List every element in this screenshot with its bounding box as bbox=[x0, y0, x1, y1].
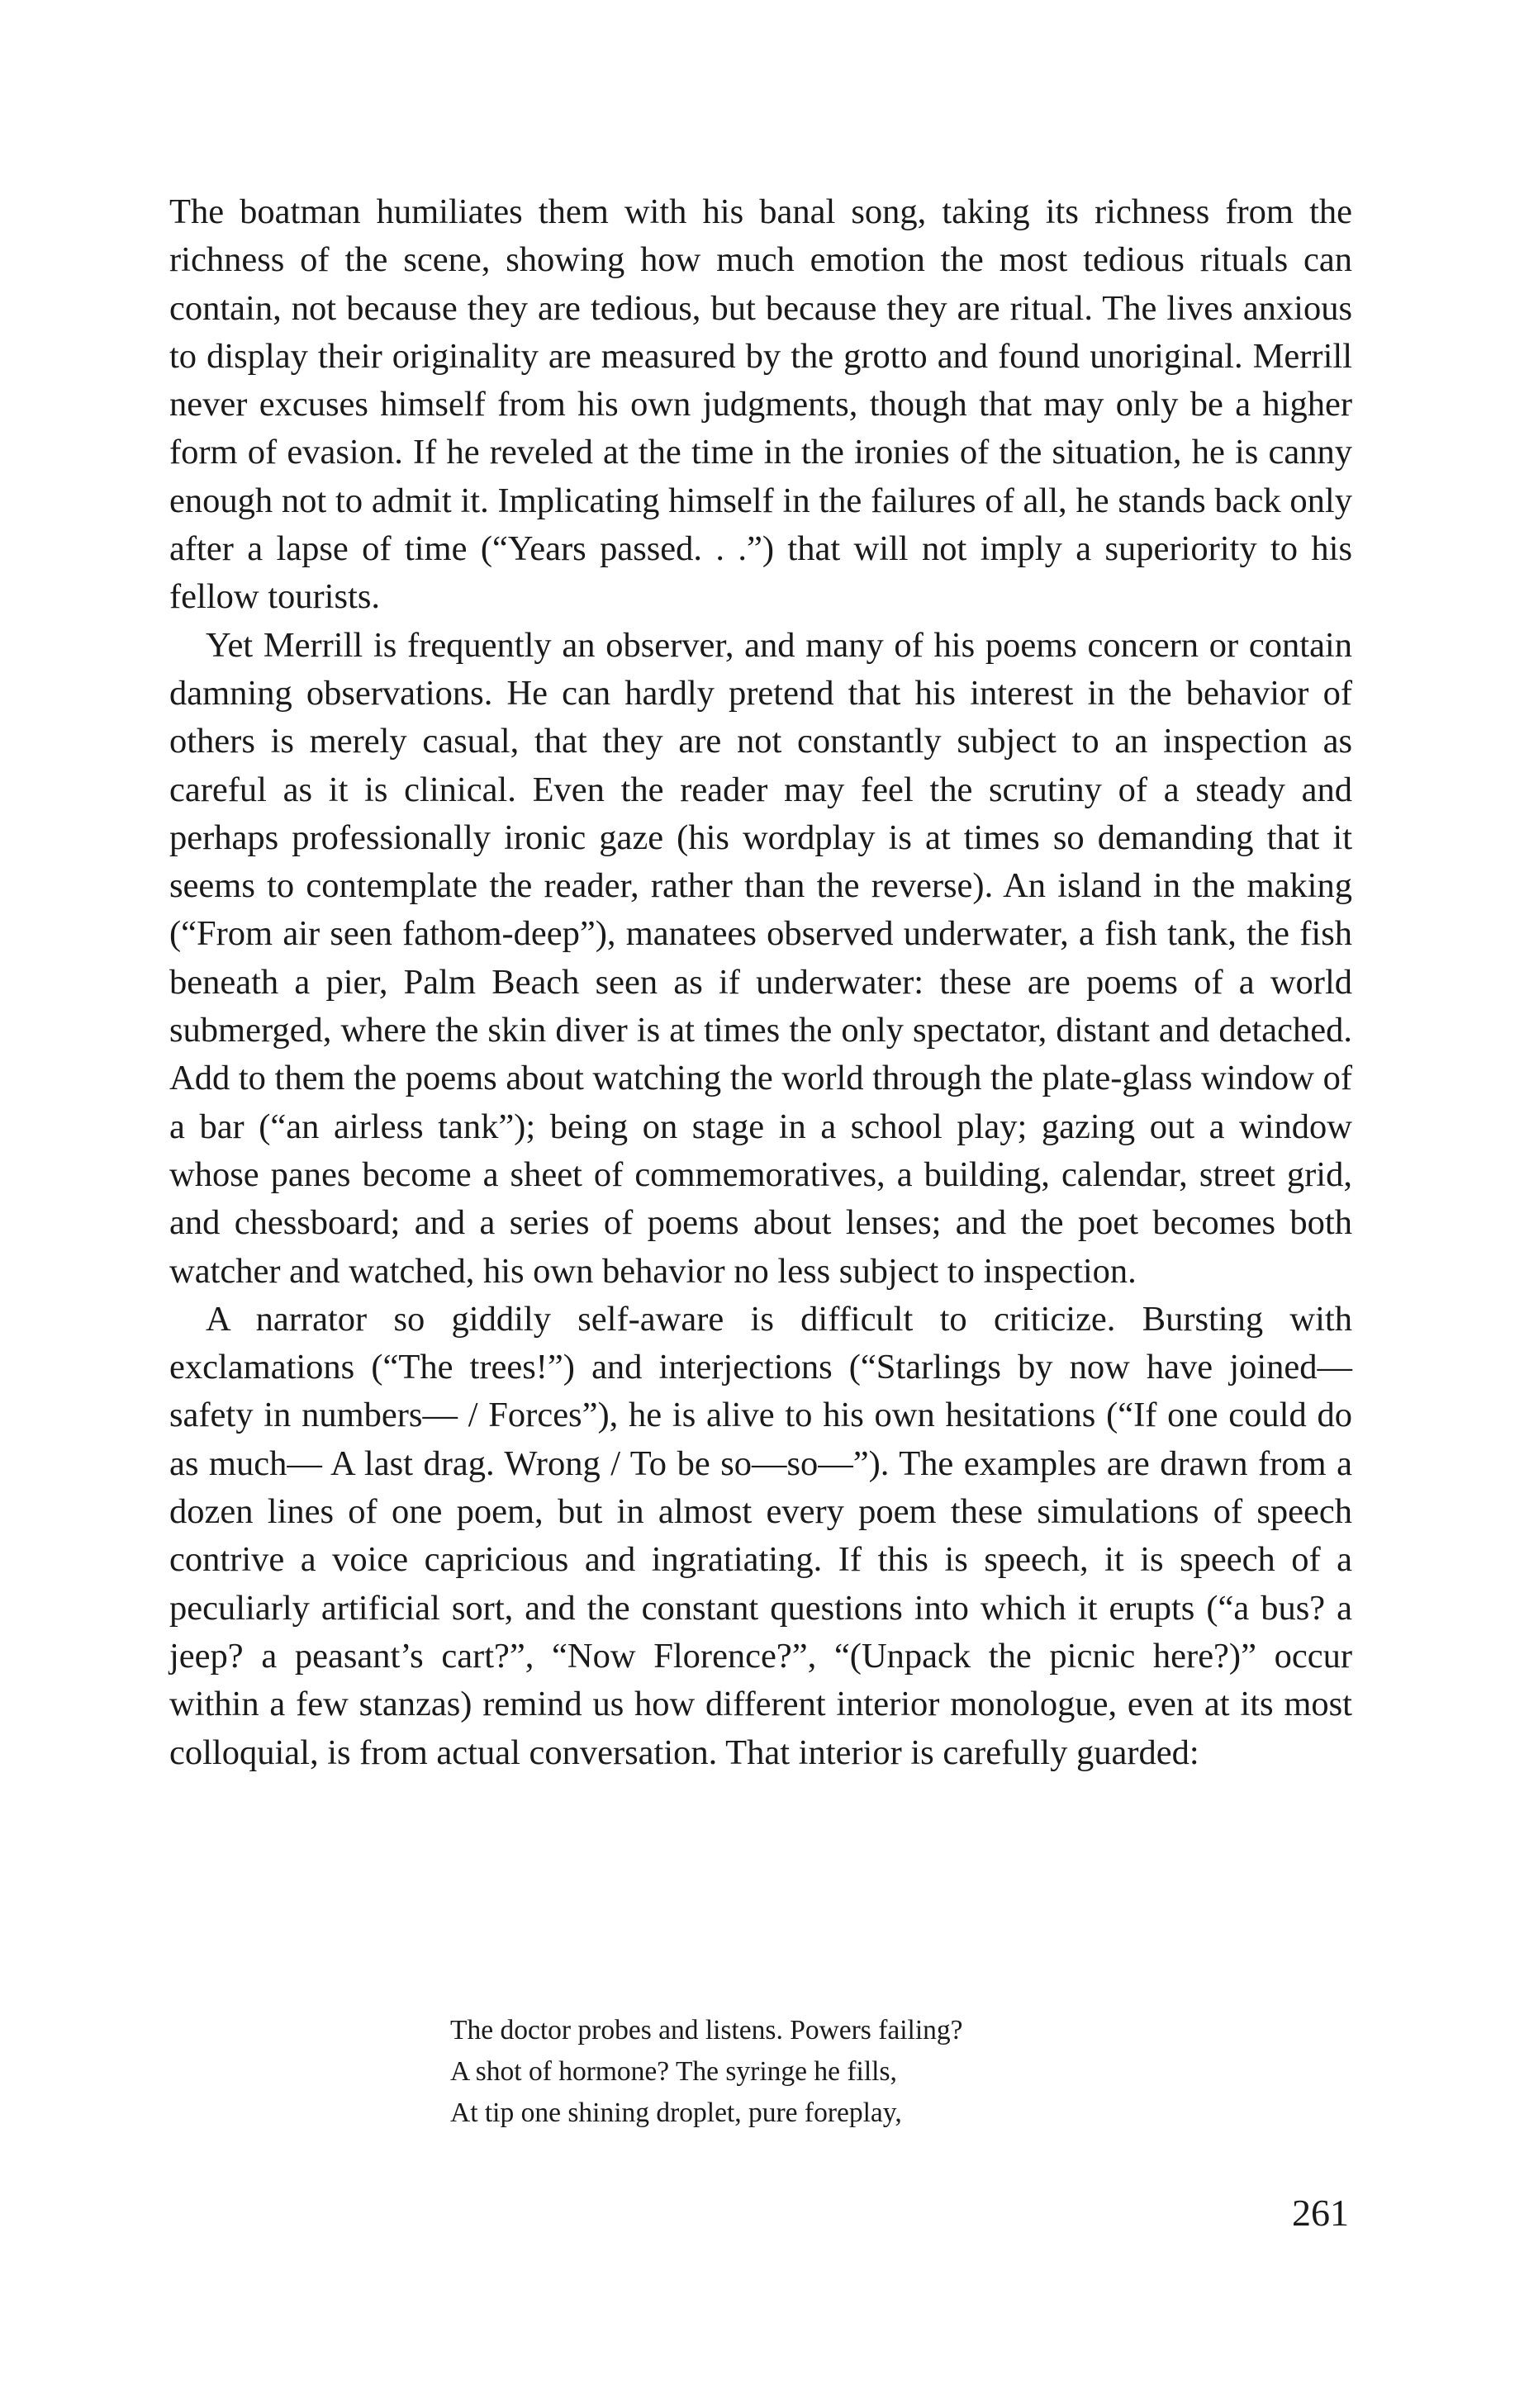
verse-quotation bbox=[450, 2010, 1194, 2134]
paragraph-3: A narrator so giddily self-aware is difficult to criticize. Bursting with exclamations (“The trees!”) and interjections (“Starlings by now have joined—safety in numbers— / Forces”), he is alive to his own hesitations (“If one could do as much— A last drag. Wrong / To be so—so—”). The examples are drawn from a dozen lines of one poem, but in almost every poem these simulations of speech contrive a voice capricious and ingratiating. If this is speech, it is speech of a peculiarly artificial sort, and the constant questions into which it erupts (“a bus? a jeep? a peasant’s cart?”, “Now Florence?”, “(Unpack the picnic here?)” occur within a few stanzas) remind us how different interior monologue, even at its most colloquial, is from actual conversation. That interior is carefully guarded: bbox=[169, 1299, 1352, 1772]
paragraph-1: The boatman humiliates them with his banal song, taking its richness from the richness of the scene, showing how much emotion the most tedious rituals can contain, not because they are tedious, but because they are ritual. The lives anxious to display their originality are measured by the grotto and found unoriginal. Merrill never excuses himself from his own judgments, though that may only be a higher form of evasion. If he reveled at the time in the ironies of the situation, he is canny enough not to admit it. Implicating himself in the failures of all, he stands back only after a lapse of time (“Years passed. . .”) that will not imply a superiority to his fellow tourists. bbox=[169, 192, 1352, 617]
verse-line-1: The doctor probes and listens. Powers failing? bbox=[450, 2015, 963, 2045]
page-number: 261 bbox=[1292, 2192, 1349, 2234]
body-text bbox=[169, 188, 1352, 1777]
paragraph-2: Yet Merrill is frequently an observer, and many of his poems concern or contain damning observations. He can hardly pretend that his interest in the behavior of others is merely casual, that they are not constantly subject to an inspection as careful as it is clinical. Even the reader may feel the scrutiny of a steady and perhaps professionally ironic gaze (his wordplay is at times so demanding that it seems to contemplate the reader, rather than the reverse). An island in the making (“From air seen fathom-deep”), manatees observed underwater, a fish tank, the fish beneath a pier, Palm Beach seen as if underwater: these are poems of a world submerged, where the skin diver is at times the only spectator, distant and detached. Add to them the poems about watching the world through the plate-glass window of a bar (“an airless tank”); being on stage in a school play; gazing out a window whose panes become a sheet of commemoratives, a building, calendar, street grid, and chessboard; and a series of poems about lenses; and the poet becomes both watcher and watched, his own behavior no less subject to inspection. bbox=[169, 625, 1352, 1291]
verse-line-2: A shot of hormone? The syringe he fills, bbox=[450, 2056, 897, 2087]
verse-line-3: At tip one shining droplet, pure foreplay, bbox=[450, 2098, 902, 2128]
